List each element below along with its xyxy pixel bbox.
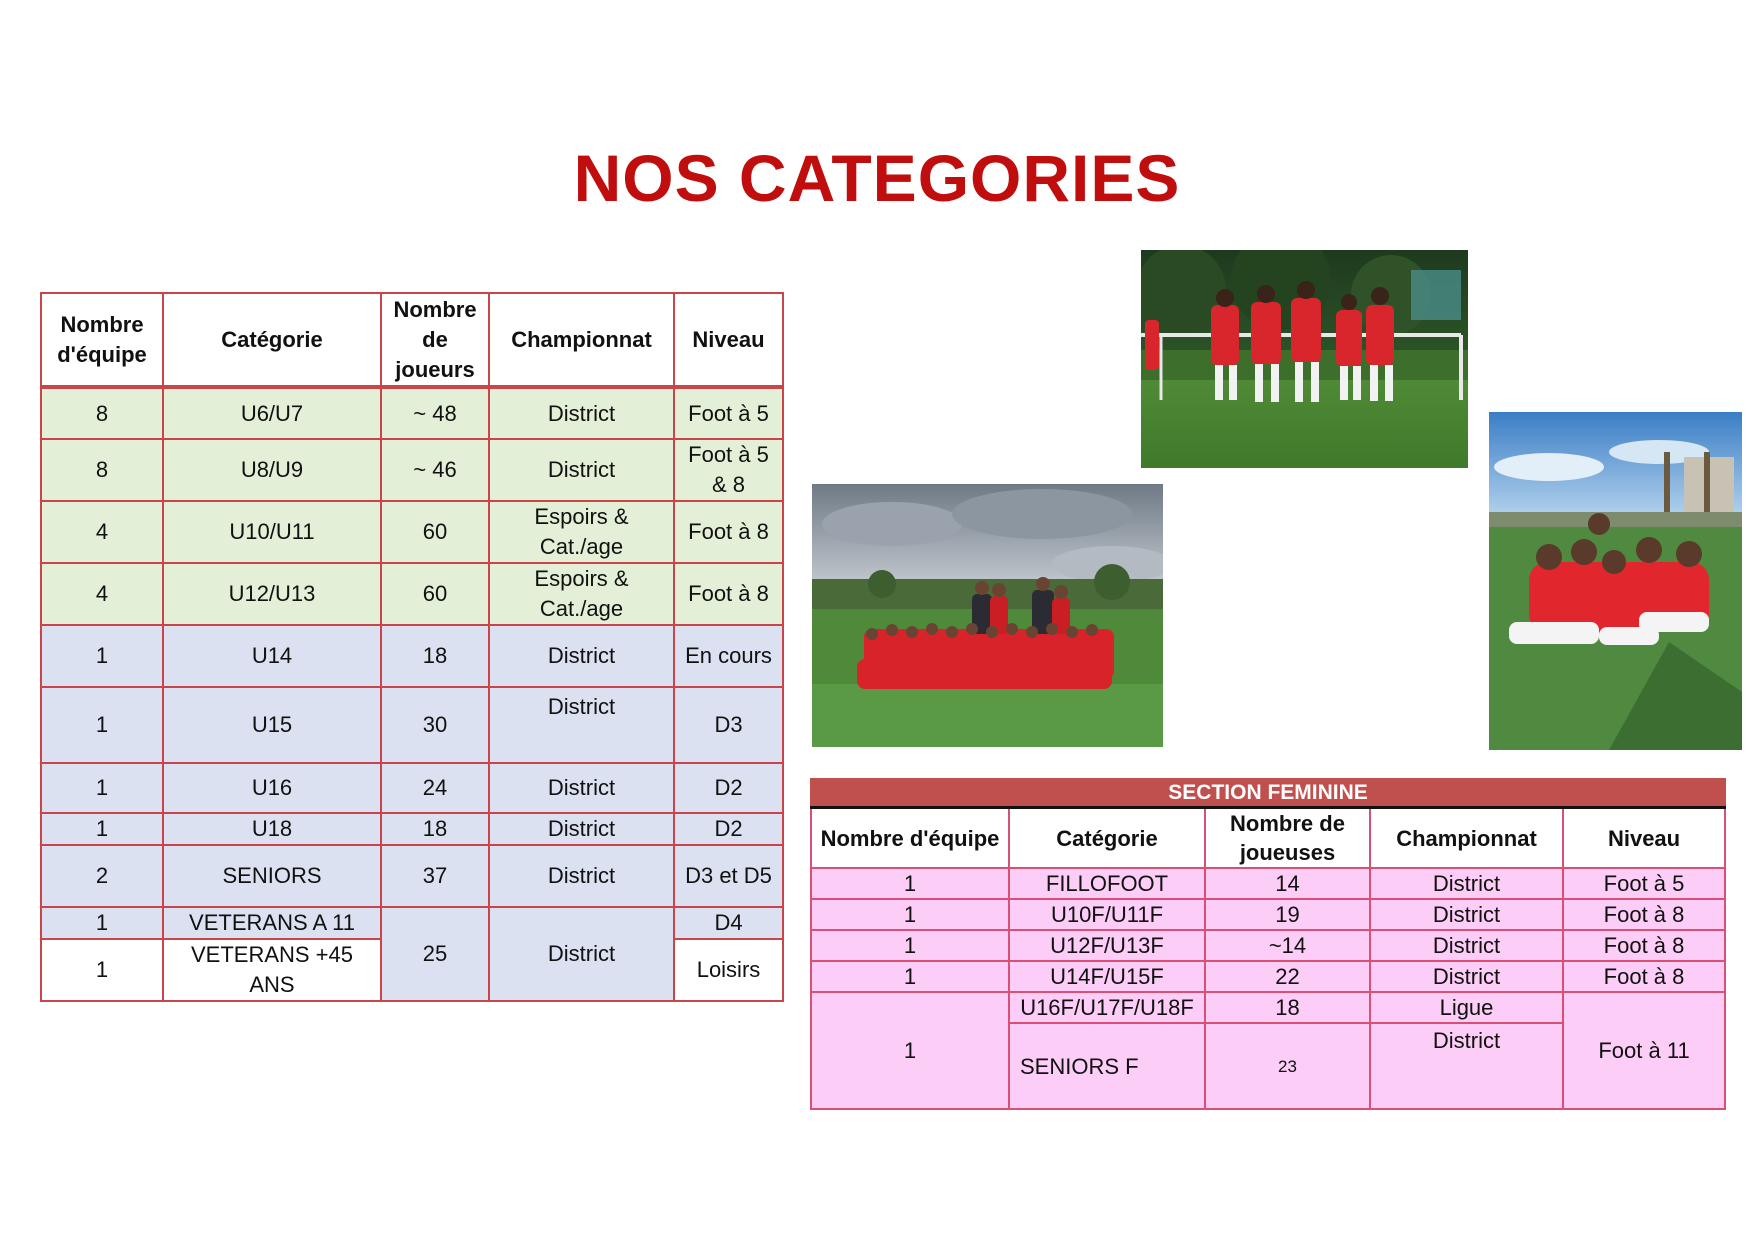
table-header-row — [811, 808, 1725, 869]
cell-nb: 8 — [41, 439, 163, 501]
cell-categorie: U16 — [163, 763, 381, 813]
cell-niveau: D3 — [674, 687, 783, 763]
page-title: NOS CATEGORIES — [573, 141, 1181, 215]
cell-categorie: U15 — [163, 687, 381, 763]
cell-nb: 1 — [811, 899, 1009, 930]
cell-championnat: Espoirs & Cat./age — [489, 501, 674, 563]
cell-nb: 8 — [41, 387, 163, 439]
cell-championnat: District — [489, 387, 674, 439]
cell-niveau: Foot à 8 — [674, 563, 783, 625]
youth-team-group-photo — [812, 484, 1163, 747]
cell-championnat: District — [489, 687, 674, 763]
cell-niveau: Foot à 8 — [1563, 899, 1725, 930]
cell-categorie: SENIORS — [163, 845, 381, 907]
cell-niveau: Foot à 8 — [1563, 961, 1725, 992]
table-row — [41, 439, 783, 501]
cell-joueurs-veterans: 25 — [381, 907, 489, 1001]
section-banner: SECTION FEMININE — [811, 779, 1725, 808]
cell-niveau: Foot à 8 — [1563, 930, 1725, 961]
cell-niveau: Foot à 5 & 8 — [674, 439, 783, 501]
cell-joueurs: ~ 48 — [381, 387, 489, 439]
cell-nb: 1 — [41, 939, 163, 1001]
cell-categorie: SENIORS F — [1009, 1023, 1205, 1109]
header-nb-joueurs: Nombre de joueurs — [381, 293, 489, 387]
cell-categorie: U14F/U15F — [1009, 961, 1205, 992]
header-nb-equipe: Nombre d'équipe — [811, 808, 1009, 869]
cell-championnat-veterans: District — [489, 907, 674, 1001]
categories-table — [40, 292, 784, 1002]
cell-championnat: District — [1370, 930, 1563, 961]
cell-nb: 1 — [41, 813, 163, 845]
cell-categorie: U8/U9 — [163, 439, 381, 501]
cell-niveau: D2 — [674, 813, 783, 845]
cell-joueurs: 60 — [381, 501, 489, 563]
header-nb-joueuses: Nombre de joueuses — [1205, 808, 1370, 869]
header-championnat: Championnat — [1370, 808, 1563, 869]
team-celebration-photo — [1141, 250, 1468, 468]
cell-joueuses: 22 — [1205, 961, 1370, 992]
cell-niveau: D3 et D5 — [674, 845, 783, 907]
cell-categorie: U12F/U13F — [1009, 930, 1205, 961]
cell-nb: 1 — [41, 763, 163, 813]
girls-team-photo — [1489, 412, 1742, 750]
table-row — [41, 687, 783, 763]
table-row — [41, 563, 783, 625]
table-row — [41, 907, 783, 939]
cell-championnat: District — [489, 763, 674, 813]
cell-championnat: District — [1370, 961, 1563, 992]
table-row — [811, 930, 1725, 961]
cell-championnat: District — [489, 813, 674, 845]
cell-categorie: U16F/U17F/U18F — [1009, 992, 1205, 1023]
cell-joueurs: ~ 46 — [381, 439, 489, 501]
cell-joueuses: ~14 — [1205, 930, 1370, 961]
cell-joueurs: 24 — [381, 763, 489, 813]
cell-championnat: District — [1370, 899, 1563, 930]
cell-joueurs: 18 — [381, 813, 489, 845]
cell-categorie: VETERANS A 11 — [163, 907, 381, 939]
cell-niveau: Loisirs — [674, 939, 783, 1001]
cell-nb: 4 — [41, 501, 163, 563]
table-row — [41, 845, 783, 907]
cell-championnat: District — [489, 439, 674, 501]
cell-nb: 1 — [41, 625, 163, 687]
cell-categorie: U10/U11 — [163, 501, 381, 563]
table-row — [41, 501, 783, 563]
header-categorie: Catégorie — [163, 293, 381, 387]
cell-joueuses: 23 — [1205, 1023, 1370, 1109]
cell-joueuses: 18 — [1205, 992, 1370, 1023]
cell-nb: 1 — [811, 868, 1009, 899]
table-row — [41, 813, 783, 845]
cell-nb: 2 — [41, 845, 163, 907]
header-niveau: Niveau — [674, 293, 783, 387]
cell-championnat: Ligue — [1370, 992, 1563, 1023]
cell-joueuses: 19 — [1205, 899, 1370, 930]
table-row — [41, 387, 783, 439]
header-championnat: Championnat — [489, 293, 674, 387]
table-row — [811, 992, 1725, 1023]
cell-niveau: Foot à 11 — [1563, 992, 1725, 1109]
cell-nb: 1 — [811, 961, 1009, 992]
table-row — [811, 899, 1725, 930]
table-header-row — [41, 293, 783, 387]
cell-niveau: Foot à 5 — [1563, 868, 1725, 899]
header-categorie: Catégorie — [1009, 808, 1205, 869]
cell-categorie: VETERANS +45 ANS — [163, 939, 381, 1001]
table-row — [811, 868, 1725, 899]
cell-joueurs: 37 — [381, 845, 489, 907]
cell-joueurs: 30 — [381, 687, 489, 763]
cell-niveau: D2 — [674, 763, 783, 813]
cell-categorie: FILLOFOOT — [1009, 868, 1205, 899]
table-row — [41, 625, 783, 687]
cell-nb: 1 — [41, 687, 163, 763]
cell-nb: 1 — [811, 992, 1009, 1109]
feminine-section-table — [810, 778, 1726, 1110]
cell-championnat: District — [1370, 868, 1563, 899]
cell-categorie: U18 — [163, 813, 381, 845]
table-row — [41, 763, 783, 813]
cell-joueurs: 18 — [381, 625, 489, 687]
header-nb-equipe: Nombre d'équipe — [41, 293, 163, 387]
cell-niveau: Foot à 8 — [674, 501, 783, 563]
cell-nb: 4 — [41, 563, 163, 625]
cell-joueuses: 14 — [1205, 868, 1370, 899]
cell-championnat: Espoirs & Cat./age — [489, 563, 674, 625]
cell-categorie: U6/U7 — [163, 387, 381, 439]
cell-niveau: Foot à 5 — [674, 387, 783, 439]
cell-nb: 1 — [811, 930, 1009, 961]
cell-joueurs: 60 — [381, 563, 489, 625]
header-niveau: Niveau — [1563, 808, 1725, 869]
cell-categorie: U10F/U11F — [1009, 899, 1205, 930]
cell-championnat: District — [489, 845, 674, 907]
table-row — [811, 961, 1725, 992]
cell-championnat: District — [489, 625, 674, 687]
cell-nb: 1 — [41, 907, 163, 939]
cell-categorie: U14 — [163, 625, 381, 687]
cell-championnat: District — [1370, 1023, 1563, 1109]
cell-categorie: U12/U13 — [163, 563, 381, 625]
cell-niveau: D4 — [674, 907, 783, 939]
cell-niveau: En cours — [674, 625, 783, 687]
